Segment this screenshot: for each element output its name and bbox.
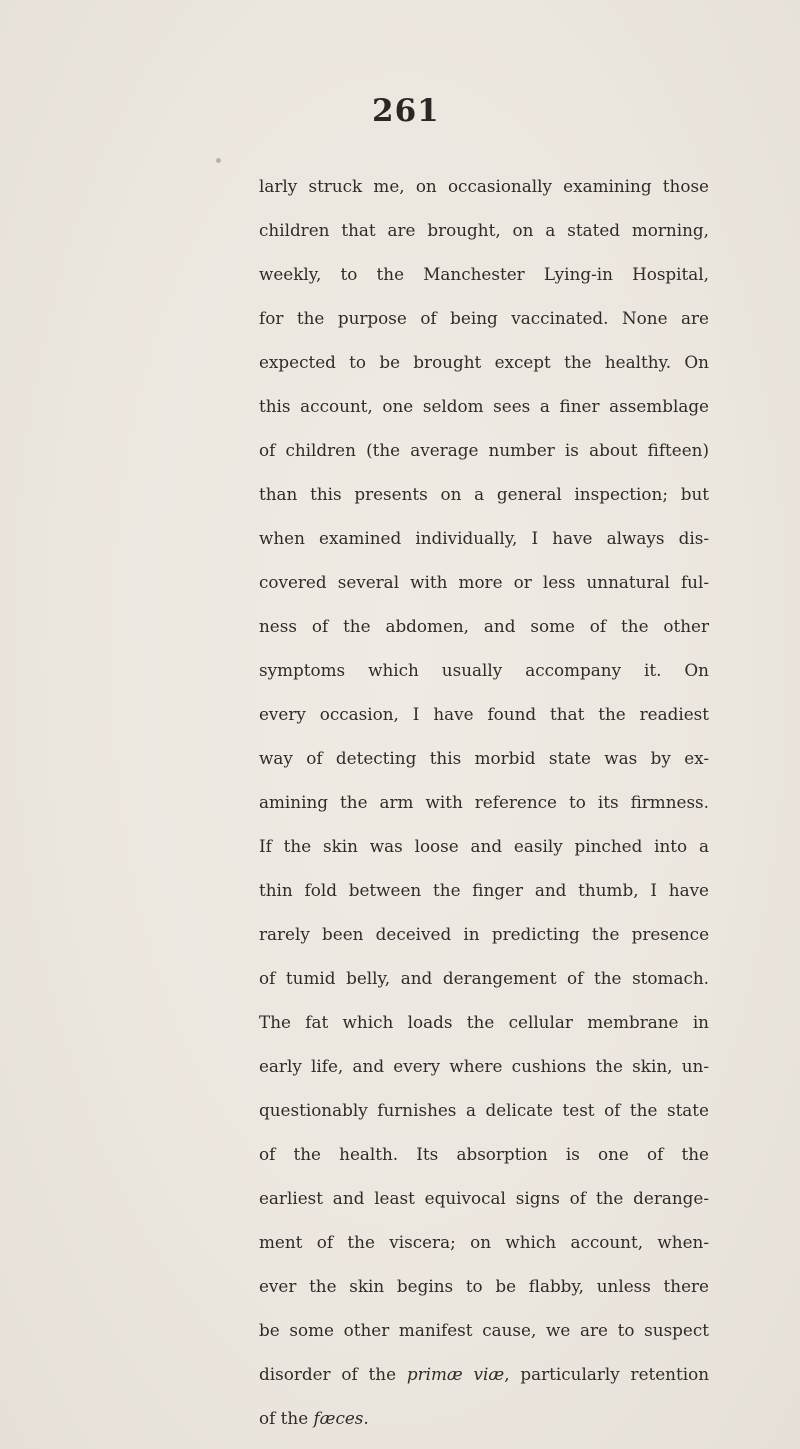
text-line: The fat which loads the cellular membrane in bbox=[259, 1012, 709, 1032]
text-line: of tumid belly, and derangement of the stomach. bbox=[259, 968, 709, 988]
text-line: amining the arm with reference to its firmness. bbox=[259, 792, 709, 812]
text-line: expected to be brought except the healthy. On bbox=[259, 352, 709, 372]
text-line: children that are brought, on a stated morning, bbox=[259, 220, 709, 240]
paper-speck bbox=[216, 158, 221, 163]
text-line: disorder of the primæ viæ, particularly retention bbox=[259, 1364, 710, 1384]
text-line: way of detecting this morbid state was by ex- bbox=[259, 748, 709, 768]
text-line: of the health. Its absorption is one of the bbox=[259, 1144, 709, 1164]
text-line: thin fold between the finger and thumb, I have bbox=[259, 880, 709, 900]
text-line: weekly, to the Manchester Lying-in Hospital, bbox=[259, 264, 709, 284]
text-line: questionably furnishes a delicate test of the state bbox=[259, 1100, 709, 1120]
italic-term: primæ viæ bbox=[406, 1364, 505, 1384]
text-line: this account, one seldom sees a finer assemblage bbox=[259, 396, 709, 416]
text-line: every occasion, I have found that the readiest bbox=[259, 704, 709, 724]
text-line: rarely been deceived in predicting the presence bbox=[259, 924, 709, 944]
text-line: when examined individually, I have always dis- bbox=[259, 528, 709, 548]
italic-term: fæces bbox=[313, 1408, 364, 1428]
text-line: than this presents on a general inspection; but bbox=[259, 484, 709, 504]
text-line: If the skin was loose and easily pinched into a bbox=[259, 836, 709, 856]
text-line: ness of the abdomen, and some of the other bbox=[259, 616, 709, 636]
text-line: symptoms which usually accompany it. On bbox=[259, 660, 709, 680]
body-paragraph bbox=[259, 164, 709, 1440]
text-line: of children (the average number is about fifteen) bbox=[259, 440, 709, 460]
text-line: larly struck me, on occasionally examining those bbox=[259, 176, 709, 196]
text-line: ment of the viscera; on which account, when- bbox=[259, 1232, 709, 1252]
text-line: early life, and every where cushions the skin, un- bbox=[259, 1056, 709, 1076]
text-line: covered several with more or less unnatural ful- bbox=[259, 572, 709, 592]
text-line: earliest and least equivocal signs of the derange- bbox=[259, 1188, 709, 1208]
text-line: for the purpose of being vaccinated. None are bbox=[259, 308, 709, 328]
text-line: be some other manifest cause, we are to suspect bbox=[259, 1320, 709, 1340]
text-line: of the fæces. bbox=[259, 1408, 369, 1428]
text-line: ever the skin begins to be flabby, unless there bbox=[259, 1276, 709, 1296]
page-number: 261 bbox=[372, 93, 440, 129]
